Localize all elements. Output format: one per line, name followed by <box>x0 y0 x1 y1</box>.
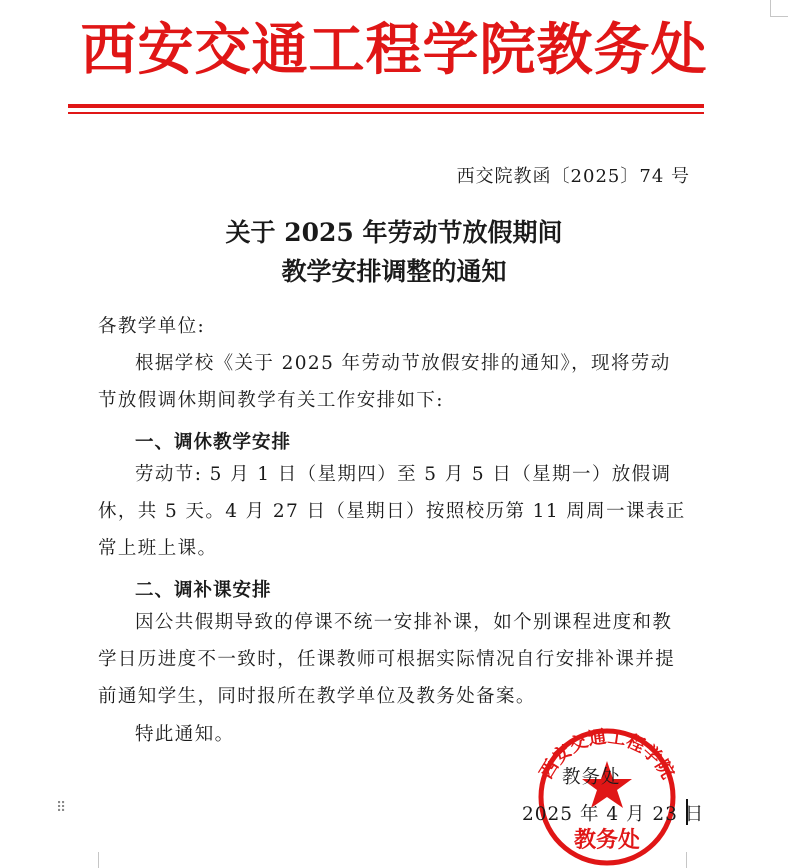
section2-heading: 二、调补课安排 <box>135 580 272 601</box>
document-date: 2025 年 4 月 23 日 <box>522 804 705 825</box>
seal-arc-text: 西安交通工程学院 <box>535 726 679 783</box>
seal-center-text: 教务处 <box>573 828 641 853</box>
section1-heading: 一、调休教学安排 <box>135 432 292 453</box>
section2-body: 因公共假期导致的停课不统一安排补课，如个别课程进度和教学日历进度不一致时，任课教师可根据实际情况自行安排补课并提前通知学生，同时报所在教学单位及教务处备案。 <box>98 612 676 707</box>
page-margin-corner-left <box>76 852 99 868</box>
document-title-line2: 教学安排调整的通知 <box>281 257 507 286</box>
signer: 教务处 <box>562 767 621 788</box>
letterhead-title: 西安交通工程学院教务处 <box>80 17 708 83</box>
drag-handle-icon[interactable]: ⠿ <box>56 800 67 816</box>
letterhead-rule-thin <box>68 112 704 114</box>
page-margin-corner-top <box>770 0 788 17</box>
letterhead-rule-thick <box>68 104 704 108</box>
official-seal <box>517 717 697 867</box>
salutation: 各教学单位: <box>98 316 206 337</box>
document-number: 西交院教函〔2025〕74 号 <box>456 166 690 187</box>
document-title-line1: 关于 2025 年劳动节放假期间 <box>225 218 563 247</box>
section1-body: 劳动节: 5 月 1 日（星期四）至 5 月 5 日（星期一）放假调休，共 5 天。4 月 27 日（星期日）按照校历第 11 周周一课表正常上班上课。 <box>98 464 686 559</box>
closing-line: 特此通知。 <box>135 724 235 745</box>
intro-paragraph: 根据学校《关于 2025 年劳动节放假安排的通知》，现将劳动节放假调休期间教学有关工作安排如下: <box>98 353 671 411</box>
